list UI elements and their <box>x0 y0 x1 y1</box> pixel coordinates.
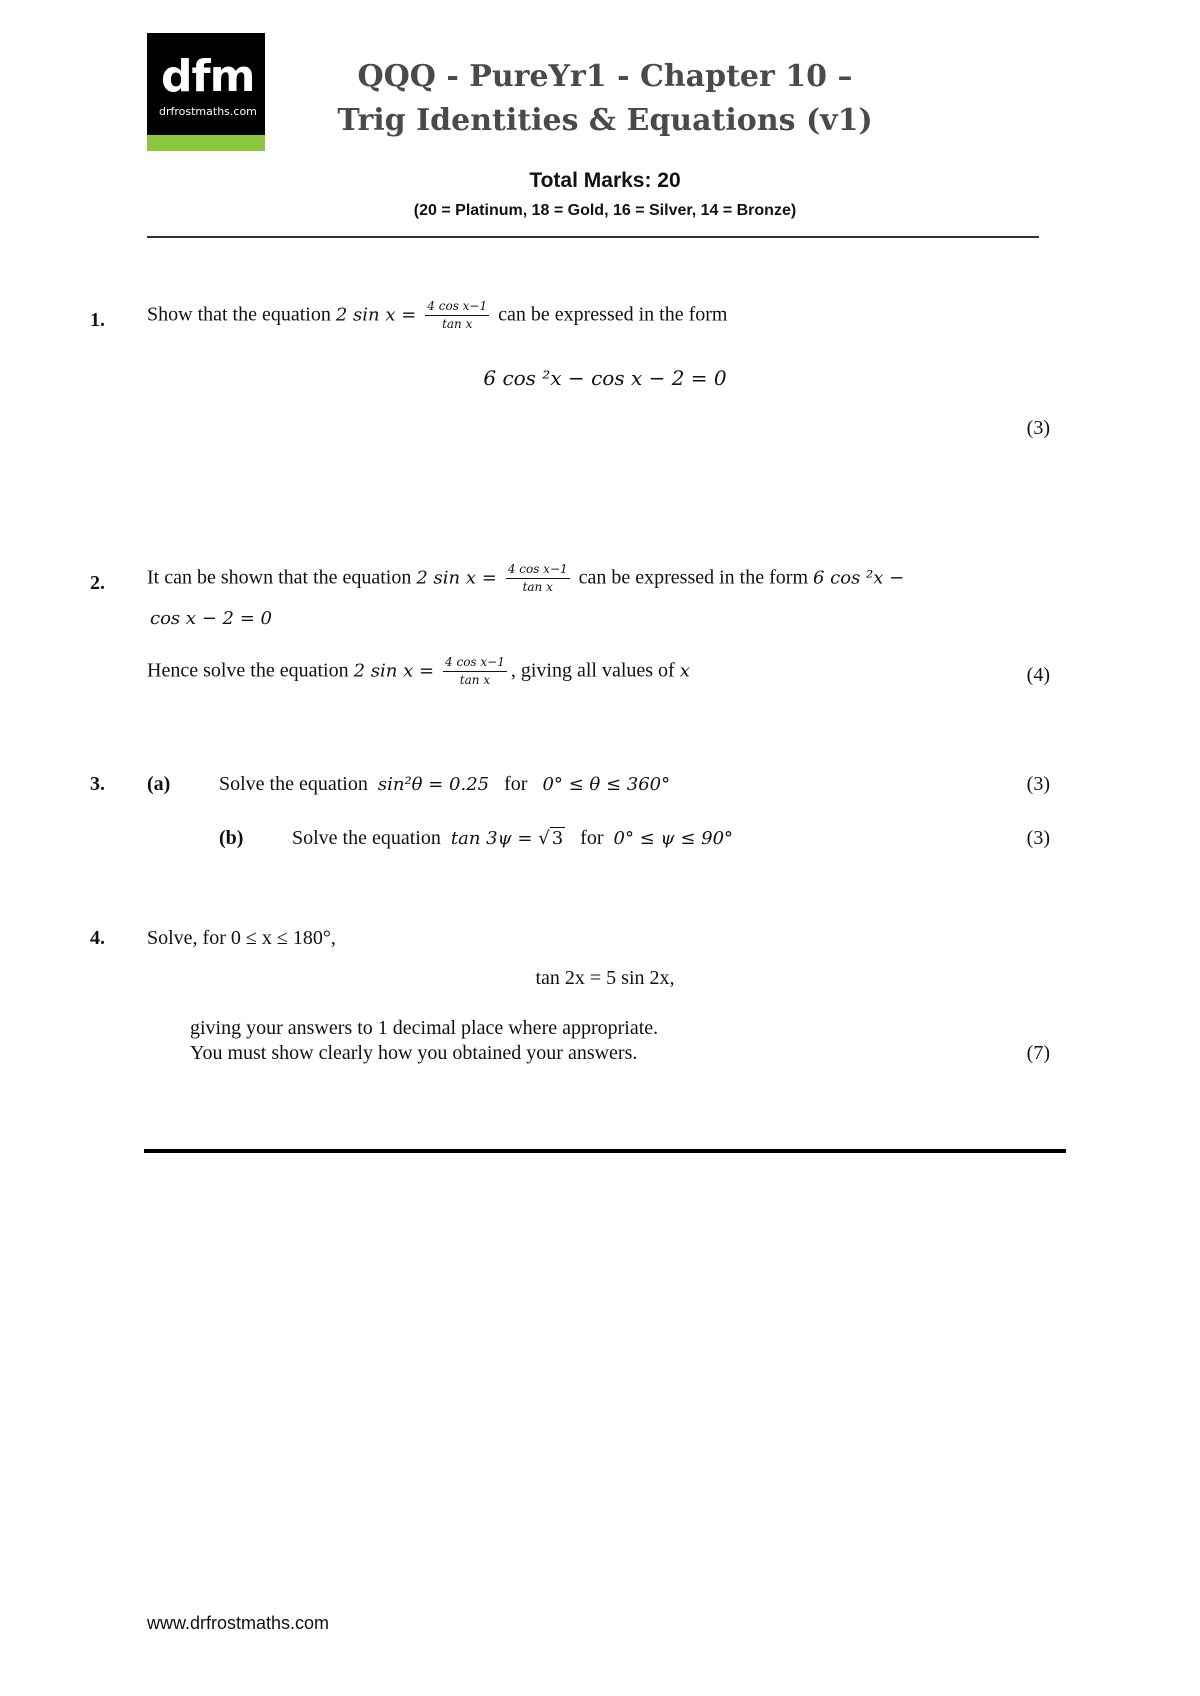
q2-number: 2. <box>90 572 105 594</box>
q4-number: 4. <box>90 927 105 949</box>
q3-part-b <box>292 828 733 848</box>
header-divider <box>147 236 1039 238</box>
q3-part-b-label: (b) <box>219 827 244 849</box>
q3-part-b-range: 0° ≤ ψ ≤ 90° <box>613 828 734 849</box>
q1-number: 1. <box>90 309 105 331</box>
footer-url: www.drfrostmaths.com <box>147 1613 330 1633</box>
q2-fraction <box>506 563 570 595</box>
q1-fraction <box>425 300 489 332</box>
q2-hence-fraction <box>443 656 507 688</box>
page-title-line1: QQQ - PureYr1 - Chapter 10 – <box>357 59 853 94</box>
q4-display-equation: tan 2x = 5 sin 2x, <box>535 967 675 989</box>
q4-line2: You must show clearly how you obtained your answers. <box>190 1042 638 1064</box>
q4-marks: (7) <box>1026 1042 1050 1064</box>
q2-eq-lhs: 2 sin x = <box>416 567 497 589</box>
q3-part-b-sqrt: 3 <box>551 828 564 849</box>
q1-statement <box>147 300 727 332</box>
q1-display-equation: 6 cos ²x − cos x − 2 = 0 <box>483 366 727 390</box>
q2-eq-line2: cos x − 2 = 0 <box>150 608 272 629</box>
q2-eq-end-line1: 6 cos ²x − <box>813 567 905 589</box>
total-marks: Total Marks: 20 <box>529 169 681 192</box>
q3-part-b-for: for <box>580 827 604 849</box>
q2-hence-frac-numerator: 4 cos x−1 <box>443 656 507 672</box>
q3-part-a-label: (a) <box>147 773 171 795</box>
q1-frac-denominator: tan x <box>442 316 473 331</box>
page-title-line2: Trig Identities & Equations (v1) <box>337 103 873 138</box>
q1-frac-numerator: 4 cos x−1 <box>425 300 489 316</box>
q2-text-after: can be expressed in the form <box>578 566 808 589</box>
dfm-logo <box>147 33 265 151</box>
q1-text-before: Show that the equation <box>147 303 331 326</box>
q2-frac-denominator: tan x <box>522 579 553 594</box>
q2-hence <box>147 656 690 688</box>
logo-green-bar <box>147 135 265 151</box>
q4-line1: giving your answers to 1 decimal place where appropriate. <box>190 1017 659 1039</box>
q3-part-a-eq: sin²θ = 0.25 <box>377 774 490 795</box>
q3-part-b-marks: (3) <box>1026 827 1050 849</box>
q1-marks: (3) <box>1026 417 1050 439</box>
q3-number: 3. <box>90 773 105 795</box>
grade-boundaries: (20 = Platinum, 18 = Gold, 16 = Silver, 14 = Bronze) <box>413 202 797 219</box>
q3-part-a-for: for <box>504 773 528 795</box>
q3-part-a-marks: (3) <box>1026 773 1050 795</box>
q2-marks: (4) <box>1026 664 1050 686</box>
q2-hence-frac-denominator: tan x <box>459 672 491 687</box>
q3-part-b-text: Solve the equation <box>292 827 441 849</box>
q1-text-after: can be expressed in the form <box>498 303 728 326</box>
q2-hence-after: , giving all values of <box>510 659 675 682</box>
q3-part-b-eq-lhs: tan 3ψ = <box>450 828 539 849</box>
sqrt-sign: √ <box>538 828 550 849</box>
q2-text-before: It can be shown that the equation <box>147 566 412 589</box>
q1-eq-lhs: 2 sin x = <box>335 304 417 326</box>
q2-hence-text: Hence solve the equation <box>147 659 349 682</box>
logo-text: dfm <box>161 51 255 102</box>
q3-part-a-range: 0° ≤ θ ≤ 360° <box>542 774 671 795</box>
end-divider <box>144 1149 1066 1153</box>
q3-part-a <box>219 774 670 794</box>
q2-statement <box>147 563 904 595</box>
q2-hence-lhs: 2 sin x = <box>353 660 435 682</box>
logo-subtext: drfrostmaths.com <box>159 105 257 118</box>
q2-frac-numerator: 4 cos x−1 <box>506 563 570 579</box>
q4-intro: Solve, for 0 ≤ x ≤ 180°, <box>147 927 336 949</box>
q3-part-a-text: Solve the equation <box>219 773 368 795</box>
q2-hence-var: x <box>679 660 690 682</box>
